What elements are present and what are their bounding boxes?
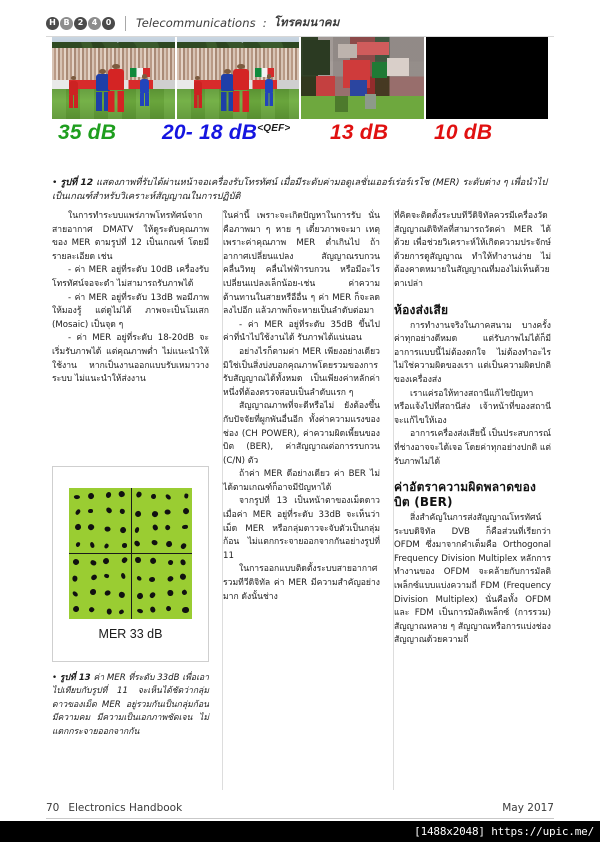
constellation-point	[120, 556, 127, 564]
figure-12-caption-bullet: •	[52, 177, 58, 188]
figure-13-caption-text: ค่า MER ที่ระดับ 33dB เพื่อเอาไปเทียบกับรูปที่ 11 จะเห็นได้ชัดว่ากลุ่มดาวของเม็ด MER อยู่รวมกันเป็นกลุ่มก้อน มีความคม มีความเป็นเอกภาพชัดเจน ไม่แตกกระจายออกจากกัน	[52, 673, 209, 737]
constellation-point	[72, 576, 78, 583]
constellation-point	[167, 575, 175, 583]
constellation-point	[87, 492, 96, 501]
constellation-point	[120, 573, 126, 580]
constellation-point	[103, 543, 109, 550]
constellation-point	[118, 490, 125, 497]
constellation-point	[88, 606, 95, 613]
constellation-point	[90, 589, 97, 595]
column-right	[394, 210, 551, 790]
constellation-point	[90, 559, 97, 566]
section-title-th: โทรคมนาคม	[273, 15, 340, 29]
paragraph: การทำงานจริงในภาคสนาม บางครั้ง ค่าทุกอย่างดีหมด แต่รับภาพไม่ได้ก็มี อาการแบบนี้ไม่ต้องตกใจ ไม่ต้องทำอะไร ไม่ใช่ความผิดของเรา แต่เป็นความผิดปกติของเครื่องส่ง	[394, 320, 551, 385]
figure-12-caption-text: แสดงภาพที่รับได้ผ่านหน้าจอเครื่องรับโทรทัศน์ เมื่อมีระดับค่ามอดูเลชั่นเออร์เร่อร์เรโช (MER) ระดับต่าง ๆ เพื่อนำไปเป็นเกณฑ์สำหรับวิเคราะห์สัญญาณในการปฏิบัติ	[52, 177, 548, 202]
constellation-point	[136, 575, 142, 581]
paragraph: จากรูปที่ 13 เป็นหน้าตาของเม็ดดาวเมื่อค่า MER อยู่ที่ระดับ 33dB จะเห็นว่าเม็ด MER หรือกลุ่มดาวจะจับตัวเป็นกลุ่มก้อน ไม่แตกกระจายออกจากกันอย่างรูปที่ 11	[223, 496, 380, 561]
constellation-point	[133, 540, 141, 548]
constellation-axis-horizontal	[69, 553, 192, 554]
constellation-point	[164, 523, 171, 530]
constellation-point	[181, 589, 188, 596]
figure-13-caption-bullet: •	[52, 673, 58, 683]
logo-badge-0: H	[46, 17, 59, 30]
paragraph: - ค่า MER อยู่ที่ระดับ 13dB พอมีภาพให้มองรู้ แต่ดูไม่ได้ ภาพจะเป็นโมเสก (Mosaic) เป็นจุด ๆ	[52, 292, 209, 330]
paragraph: - ค่า MER อยู่ที่ระดับ 18-20dB จะเริ่มรับภาพได้ แต่คุณภาพต่ำ ไม่แนะนำให้ใช้งาน หากเป็นงานออกแบบรับเหมาวางระบบ ไม่แนะนำให้ส่งงาน	[52, 333, 209, 385]
paragraph: เราแค่รอให้ทางสถานีแก้ไขปัญหา หรือแจ้งไปที่สถานีส่ง เจ้าหน้าที่ของสถานีจะแก้ไขให้เอง	[394, 388, 551, 426]
constellation-point	[118, 609, 124, 615]
constellation-point	[152, 524, 159, 532]
section-title-en: Telecommunications	[136, 16, 256, 30]
constellation-point	[135, 557, 141, 563]
paragraph: สิ่งสำคัญในการส่งสัญญาณโทรทัศน์ระบบดิจิทัล DVB ก็คือส่วนที่เรียกว่า OFDM ซึ่งมาจากคำเต็มคือ Orthogonal Frequency Division Multiplex หลักการทำงานของ OFDM จะคล้ายกับการมัลติเพล็กซ์แบบแบ่งความถี่ FDM (Frequency Division Multiplex) นั่นคือทั้ง OFDM และ FDM เป็นการมัลติเพล็กซ์ (การรวม) สัญญาณหลาย ๆ สัญญาณหรือการแบ่งช่องสัญญาณด้วยความถี่	[394, 513, 551, 646]
constellation-point	[134, 510, 142, 517]
db-label-35: 35 dB	[58, 121, 117, 144]
logo-badge-4: 0	[102, 17, 115, 30]
constellation-point	[105, 507, 113, 515]
publication-logo	[46, 17, 115, 30]
panel-clear-35db	[52, 37, 175, 119]
constellation-point	[74, 495, 80, 499]
paragraph: สัญญาณภาพที่จะดีหรือไม่ ยังต้องขึ้นกับปัจจัยที่ผูกพันอื่นอีก ทั้งค่าความแรงของช่อง (CH POWER), ค่าความผิดเพี้ยนของบิต (BER), ค่าสัญญาณต่อการรบกวน (C/N) ตัว	[223, 401, 380, 466]
constellation-point	[151, 540, 158, 546]
constellation-point	[165, 540, 173, 548]
db-label-10: 10 dB	[434, 121, 493, 144]
paragraph: ในการออกแบบติดตั้งระบบสายอากาศรวมทีวีดิจิทัล ค่า MER มีความสำคัญอย่างมาก ดังนั้นช่าง	[223, 564, 380, 602]
constellation-point	[148, 591, 155, 599]
figure-13-caption	[52, 672, 209, 739]
paragraph: อาการเครื่องส่งเสียนี้ เป็นประสบการณ์ที่ช่างอาจจะได้เจอ โดยค่าทุกอย่างปกติ แต่รับภาพไม่ได้	[394, 429, 551, 467]
constellation-point	[106, 491, 113, 498]
section-title-separator: :	[262, 16, 267, 30]
constellation-point	[183, 493, 188, 499]
constellation-point	[164, 509, 171, 515]
constellation-point	[89, 542, 95, 549]
paragraph: อย่างไรก็ตามค่า MER เพียงอย่างเดียวมิใช่เป็นสิ่งบ่งบอกคุณภาพโดยรวมของการรับสัญญาณได้ทั้งหมด เป็นเพียงค่าหลักค่าหนึ่งที่ต้องตรวจสอบเป็นลำดับแรก ๆ	[223, 346, 380, 398]
constellation-point	[119, 526, 128, 535]
constellation-point	[122, 543, 128, 548]
constellation-point	[179, 559, 186, 567]
figure-12-db-labels	[52, 121, 548, 154]
panel-clear-20db	[177, 37, 300, 119]
paragraph: - ค่า MER อยู่ที่ระดับ 10dB เครื่องรับโทรทัศน์จอจะดำ ไม่สามารถรับภาพได้	[52, 265, 209, 289]
constellation-point	[103, 573, 109, 579]
panel-blocky-13db	[301, 37, 424, 119]
watermark-text: [1488x2048] https://upic.me/	[414, 825, 594, 838]
logo-badge-1: B	[60, 17, 73, 30]
constellation-point	[72, 558, 80, 566]
constellation-point	[149, 577, 155, 582]
constellation-point	[181, 506, 190, 515]
publication-name: Electronics Handbook	[68, 802, 183, 814]
logo-badge-2: 2	[74, 17, 87, 30]
column-middle	[223, 210, 380, 790]
constellation-point	[165, 605, 172, 612]
constellation-point	[180, 542, 187, 550]
constellation-point	[74, 509, 81, 516]
constellation-point	[102, 558, 110, 566]
constellation-point	[149, 557, 157, 565]
figure-12-caption-label: รูปที่ 12	[60, 177, 94, 188]
constellation-point	[136, 608, 143, 614]
db-label-20-18: 20- 18 $dB^{<QEF>}$	[162, 121, 291, 144]
paragraph: ที่คิดจะติดตั้งระบบทีวีดิจิทัลควรมีเครื่องวัดสัญญาณดิจิทัลที่สามารถวัดค่า MER ได้ด้วย เพื่อช่วยวิเคราะห์ให้เกิดความประจักษ์ด้วยการดูสัญญาณ ทำให้ทำงานง่าย ไม่ต้องคาดหมายในสัญญาณที่มองไม่เห็นด้วยตาเปล่า	[394, 211, 551, 289]
section-heading-broadcast-room: ห้องส่งเสีย	[394, 302, 449, 317]
constellation-point	[164, 493, 171, 501]
constellation-point	[182, 607, 188, 613]
constellation-point	[74, 523, 82, 531]
logo-badge-3: 4	[88, 17, 101, 30]
constellation-point	[87, 523, 95, 531]
constellation-point	[135, 491, 143, 499]
constellation-point	[88, 509, 93, 513]
panel-black-10db	[426, 37, 549, 119]
paragraph: ถ้าค่า MER ดีอย่างเดียว ค่า BER ไม่ได้ตามเกณฑ์ก็อาจมีปัญหาได้	[223, 469, 380, 493]
header-divider	[125, 16, 126, 31]
constellation-point	[150, 606, 156, 613]
paragraph: ในการทำระบบแพร่ภาพโทรทัศน์จากสายอากาศ DMATV ให้ดูระดับคุณภาพของ MER ตามรูปที่ 12 เป็นเกณฑ์ โดยมีรายละเอียด เช่น	[52, 211, 209, 262]
constellation-point	[182, 525, 188, 530]
figure-13-caption-label: รูปที่ 13	[59, 673, 91, 683]
constellation-point	[106, 608, 111, 615]
constellation-point	[167, 559, 173, 565]
paragraph: - ค่า MER อยู่ที่ระดับ 35dB ขึ้นไป ค่าที่นำไปใช้งานได้ รับภาพได้แน่นอน	[223, 319, 380, 344]
figure-13-constellation	[52, 466, 209, 662]
constellation-point	[167, 590, 173, 596]
constellation-point	[105, 526, 111, 531]
constellation-point	[151, 494, 156, 499]
page-header	[46, 12, 554, 34]
constellation-point	[119, 509, 125, 515]
page-number: 70	[46, 802, 60, 814]
constellation-point	[151, 509, 159, 517]
footer-rule	[46, 818, 554, 819]
constellation-point	[136, 592, 144, 600]
constellation-point	[90, 574, 97, 581]
constellation-point	[72, 590, 79, 597]
constellation-point	[134, 526, 140, 533]
section-heading-ber: ค่าอัตราความผิดพลาดของ บิต (BER)	[394, 480, 537, 510]
constellation-point	[118, 591, 126, 599]
issue-date: May 2017	[502, 802, 554, 814]
constellation-plot	[69, 488, 192, 619]
constellation-point	[73, 605, 80, 612]
qef-superscript: <QEF>	[257, 123, 291, 134]
paragraph: ในค่านี้ เพราะจะเกิดปัญหาในการรับ นั่นคือภาพมา ๆ หาย ๆ เดี๋ยวภาพจะมา เหตุเพราะค่าคุณภาพ MER ต่ำเกินไป ถ้าอากาศเปลี่ยนแปลง สัญญาณรบกวน คลื่นวิทยุ คลื่นไฟฟ้ารบกวน หรือมีอะไรเปลี่ยนแปลงเล็กน้อย-เช่น ค่าความต้านทานในสายหรือือื่น ๆ ค่า MER ก็จะลดลงไปอีก แล้วภาพก็จะหายเป็นลำดับต่อมา	[223, 211, 380, 317]
constellation-point	[180, 574, 187, 581]
figure-12-caption	[52, 176, 552, 203]
constellation-point	[75, 541, 80, 547]
page-footer	[46, 800, 554, 816]
watermark-bar	[0, 821, 600, 842]
db-label-13: 13 dB	[330, 121, 389, 144]
constellation-label: MER 33 dB	[98, 626, 163, 641]
constellation-point	[104, 589, 112, 597]
figure-12-image-strip	[52, 37, 548, 119]
